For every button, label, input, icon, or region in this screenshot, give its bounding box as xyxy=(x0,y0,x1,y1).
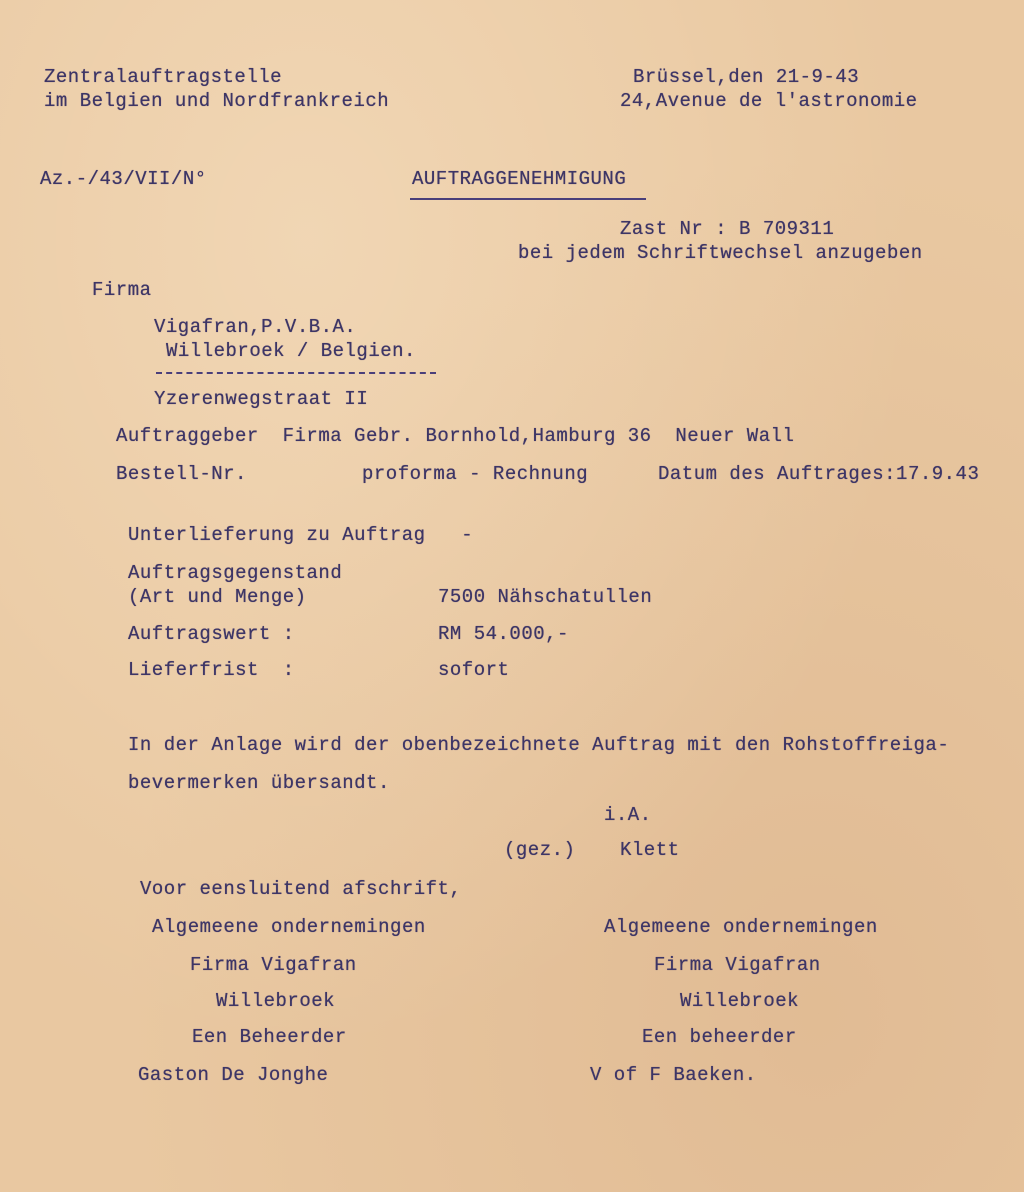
body-line-1: In der Anlage wird der obenbezeichnete Auftrag mit den Rohstoffreiga- xyxy=(128,734,950,756)
recipient-street: Yzerenwegstraat II xyxy=(154,388,369,410)
client-line: Auftraggeber Firma Gebr. Bornhold,Hamburg 36 Neuer Wall xyxy=(116,425,795,447)
recipient-name: Vigafran,P.V.B.A. xyxy=(154,316,357,338)
deadline-value: sofort xyxy=(438,659,510,681)
cert-left-line-1: Algemeene ondernemingen xyxy=(152,916,426,938)
place-date: Brüssel,den 21-9-43 xyxy=(633,66,860,88)
cert-left-line-2: Firma Vigafran xyxy=(190,954,357,976)
cert-right-line-2: Firma Vigafran xyxy=(654,954,821,976)
subject-label-1: Auftragsgegenstand xyxy=(128,562,343,584)
signature-gez: (gez.) xyxy=(504,839,576,861)
cert-right-line-4: Een beheerder xyxy=(642,1026,797,1048)
order-date: Datum des Auftrages:17.9.43 xyxy=(658,463,980,485)
org-line-2: im Belgien und Nordfrankreich xyxy=(44,90,390,112)
order-number-value: proforma - Rechnung xyxy=(362,463,589,485)
zast-note: bei jedem Schriftwechsel anzugeben xyxy=(518,242,923,264)
subject-value: 7500 Nähschatullen xyxy=(438,586,653,608)
subject-label-2: (Art und Menge) xyxy=(128,586,307,608)
body-line-2: bevermerken übersandt. xyxy=(128,772,390,794)
signature-name: Klett xyxy=(620,839,680,861)
title-underline xyxy=(410,198,646,200)
org-line-1: Zentralauftragstelle xyxy=(44,66,283,88)
sub-delivery: Unterlieferung zu Auftrag - xyxy=(128,524,474,546)
cert-right-line-3: Willebroek xyxy=(680,990,800,1012)
certification-heading: Voor eensluitend afschrift, xyxy=(140,878,462,900)
cert-right-line-1: Algemeene ondernemingen xyxy=(604,916,878,938)
cert-right-signatory: V of F Baeken. xyxy=(590,1064,757,1086)
value-label: Auftragswert : xyxy=(128,623,295,645)
reference-number: Az.-/43/VII/N° xyxy=(40,168,207,190)
cert-left-line-3: Willebroek xyxy=(216,990,336,1012)
value-amount: RM 54.000,- xyxy=(438,623,569,645)
deadline-label: Lieferfrist : xyxy=(128,659,295,681)
recipient-divider xyxy=(156,372,436,374)
recipient-label: Firma xyxy=(92,279,152,301)
address: 24,Avenue de l'astronomie xyxy=(620,90,918,112)
order-number-label: Bestell-Nr. xyxy=(116,463,247,485)
document-title: AUFTRAGGENEHMIGUNG xyxy=(412,168,627,190)
recipient-city: Willebroek / Belgien. xyxy=(166,340,416,362)
zast-number: Zast Nr : B 709311 xyxy=(620,218,835,240)
cert-left-signatory: Gaston De Jonghe xyxy=(138,1064,329,1086)
cert-left-line-4: Een Beheerder xyxy=(192,1026,347,1048)
signature-ia: i.A. xyxy=(604,804,652,826)
